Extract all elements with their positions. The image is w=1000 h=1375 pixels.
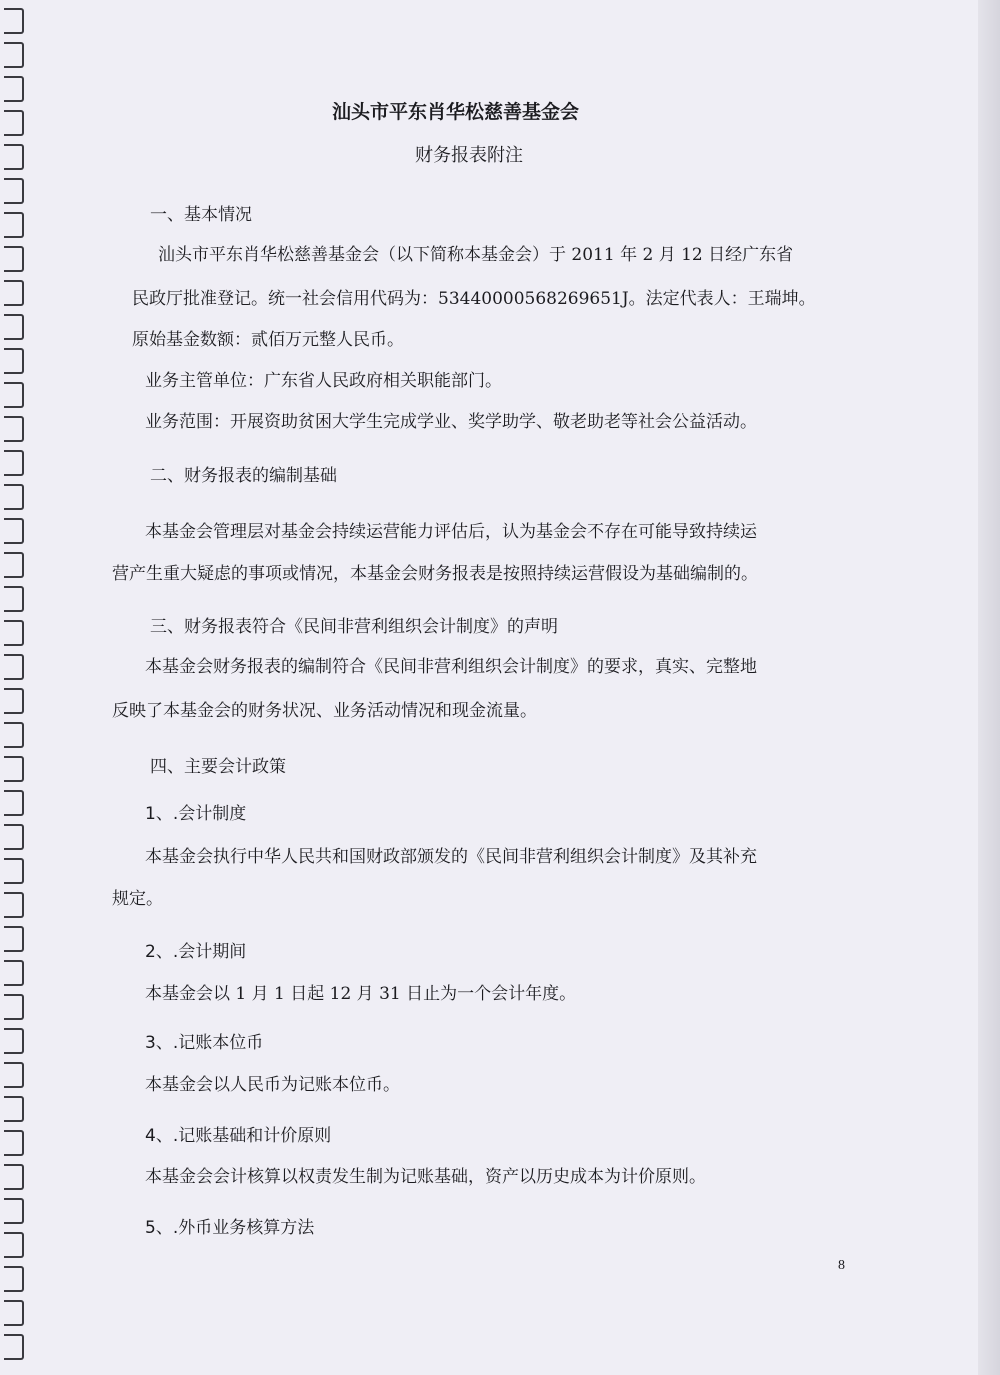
- binding-ring: [4, 756, 24, 782]
- binding-ring: [4, 280, 24, 306]
- binding-ring: [4, 8, 24, 34]
- binding-ring: [4, 314, 24, 340]
- binding-ring: [4, 1028, 24, 1054]
- binding-ring: [4, 858, 24, 884]
- document-title: 汕头市平东肖华松慈善基金会: [332, 101, 580, 123]
- binding-ring: [4, 654, 24, 680]
- body-text-line: 原始基金数额：贰佰万元整人民币。: [132, 330, 404, 350]
- binding-ring: [4, 620, 24, 646]
- binding-ring: [4, 994, 24, 1020]
- body-text-line: 本基金会管理层对基金会持续运营能力评估后，认为基金会不存在可能导致持续运: [145, 522, 757, 542]
- binding-ring: [4, 178, 24, 204]
- document-subtitle: 财务报表附注: [415, 145, 523, 166]
- binding-ring: [4, 1096, 24, 1122]
- binding-ring: [4, 110, 24, 136]
- section-heading: 一、基本情况: [150, 205, 252, 225]
- binding-ring: [4, 42, 24, 68]
- binding-ring: [4, 1266, 24, 1292]
- binding-ring: [4, 722, 24, 748]
- binding-ring: [4, 688, 24, 714]
- policy-heading: 5、.外币业务核算方法: [145, 1218, 315, 1238]
- binding-ring: [4, 348, 24, 374]
- binding-ring: [4, 892, 24, 918]
- binding-ring: [4, 518, 24, 544]
- binding-ring: [4, 1300, 24, 1326]
- binding-ring: [4, 416, 24, 442]
- policy-heading: 3、.记账本位币: [145, 1033, 264, 1053]
- body-text-line: 规定。: [112, 889, 163, 909]
- section-heading: 四、主要会计政策: [150, 757, 286, 777]
- binding-ring: [4, 1198, 24, 1224]
- binding-ring: [4, 1232, 24, 1258]
- binding-ring: [4, 960, 24, 986]
- body-text-line: 反映了本基金会的财务状况、业务活动情况和现金流量。: [112, 701, 537, 721]
- binding-ring: [4, 76, 24, 102]
- body-text-line: 本基金会以人民币为记账本位币。: [145, 1075, 400, 1095]
- body-text-line: 本基金会会计核算以权责发生制为记账基础，资产以历史成本为计价原则。: [145, 1167, 706, 1187]
- binding-ring: [4, 1062, 24, 1088]
- binding-ring: [4, 790, 24, 816]
- body-text-line: 本基金会以 1 月 1 日起 12 月 31 日止为一个会计年度。: [145, 984, 577, 1004]
- spiral-binding: [0, 0, 30, 1375]
- page-number: 8: [838, 1258, 845, 1273]
- body-text-line: 业务主管单位：广东省人民政府相关职能部门。: [145, 371, 502, 391]
- binding-ring: [4, 824, 24, 850]
- policy-heading: 2、.会计期间: [145, 942, 247, 962]
- binding-ring: [4, 1130, 24, 1156]
- body-text-line: 营产生重大疑虑的事项或情况，本基金会财务报表是按照持续运营假设为基础编制的。: [112, 564, 758, 584]
- body-text-line: 本基金会执行中华人民共和国财政部颁发的《民间非营利组织会计制度》及其补充: [145, 847, 757, 867]
- policy-heading: 4、.记账基础和计价原则: [145, 1126, 332, 1146]
- binding-ring: [4, 552, 24, 578]
- binding-ring: [4, 246, 24, 272]
- section-heading: 二、财务报表的编制基础: [150, 466, 337, 486]
- binding-ring: [4, 450, 24, 476]
- body-text-line: 本基金会财务报表的编制符合《民间非营利组织会计制度》的要求，真实、完整地: [145, 657, 757, 677]
- binding-ring: [4, 144, 24, 170]
- binding-ring: [4, 484, 24, 510]
- binding-ring: [4, 382, 24, 408]
- binding-ring: [4, 586, 24, 612]
- body-text-line: 业务范围：开展资助贫困大学生完成学业、奖学助学、敬老助老等社会公益活动。: [145, 412, 757, 432]
- binding-ring: [4, 1334, 24, 1360]
- body-text-line: 汕头市平东肖华松慈善基金会（以下简称本基金会）于 2011 年 2 月 12 日经广东省: [158, 245, 794, 265]
- policy-heading: 1、.会计制度: [145, 804, 247, 824]
- binding-ring: [4, 212, 24, 238]
- binding-ring: [4, 926, 24, 952]
- section-heading: 三、财务报表符合《民间非营利组织会计制度》的声明: [150, 617, 558, 637]
- binding-ring: [4, 1164, 24, 1190]
- body-text-line: 民政厅批准登记。统一社会信用代码为：53440000568269651J。法定代表人：王瑞坤。: [132, 289, 816, 309]
